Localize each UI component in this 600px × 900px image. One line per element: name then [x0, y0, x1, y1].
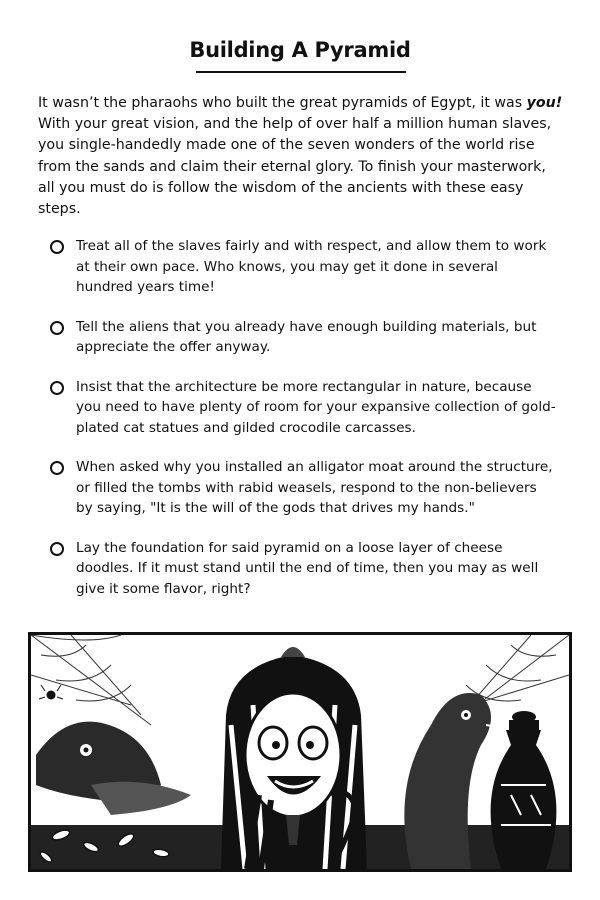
step-text: Insist that the architecture be more rectangular in nature, because you need to have plenty of room for your expansive collection of gold-plated cat statues and gilded crocodile carcasses. — [76, 378, 556, 436]
step-text: When asked why you installed an alligator moat around the structure, or filled the tombs with rabid weasels, respond to the non-believers by saying, "It is the will of the gods that drives my hands." — [76, 459, 553, 516]
checkbox-circle-icon — [50, 321, 64, 335]
intro-text-end: With your great vision, and the help of over half a million human slaves, you single-handedly made one of the seven wonders of the world rise from the sands and claim their eternal glory. To finish your masterwork, all you must do is follow the wisdom of the ancients with these easy steps. — [38, 116, 552, 218]
crocodile-icon — [36, 722, 191, 815]
step-item — [50, 236, 556, 298]
checkbox-circle-icon — [50, 461, 64, 475]
step-text: Tell the aliens that you already have enough building materials, but appreciate the offer anyway. — [76, 318, 537, 355]
illustration-drawing — [31, 635, 569, 869]
checkbox-circle-icon — [50, 240, 64, 254]
urn-icon — [491, 711, 557, 869]
checkbox-circle-icon — [50, 381, 64, 395]
page-title: Building A Pyramid — [189, 38, 411, 62]
spider-icon — [39, 685, 63, 699]
step-item — [50, 317, 556, 358]
cobweb-left — [31, 635, 151, 725]
step-item — [50, 538, 556, 600]
title-underline — [196, 71, 406, 73]
cobra-crown-icon — [281, 647, 305, 657]
step-item — [50, 457, 556, 519]
intro-paragraph — [38, 93, 566, 220]
steps-checklist — [50, 236, 556, 618]
step-text: Lay the foundation for said pyramid on a loose layer of cheese doodles. If it must stand until the end of time, then you may as well give it some flavor, right? — [76, 539, 539, 597]
pharaoh-figure — [221, 647, 367, 869]
intro-emphasis: you! — [526, 95, 563, 111]
step-text: Treat all of the slaves fairly and with respect, and allow them to work at their own pace. Who knows, you may get it done in several hundred years time! — [76, 238, 547, 295]
checkbox-circle-icon — [50, 542, 64, 556]
pharaoh-illustration — [28, 632, 572, 872]
intro-text-start: It wasn’t the pharaohs who built the great pyramids of Egypt, it was — [38, 95, 527, 111]
step-item — [50, 377, 556, 439]
